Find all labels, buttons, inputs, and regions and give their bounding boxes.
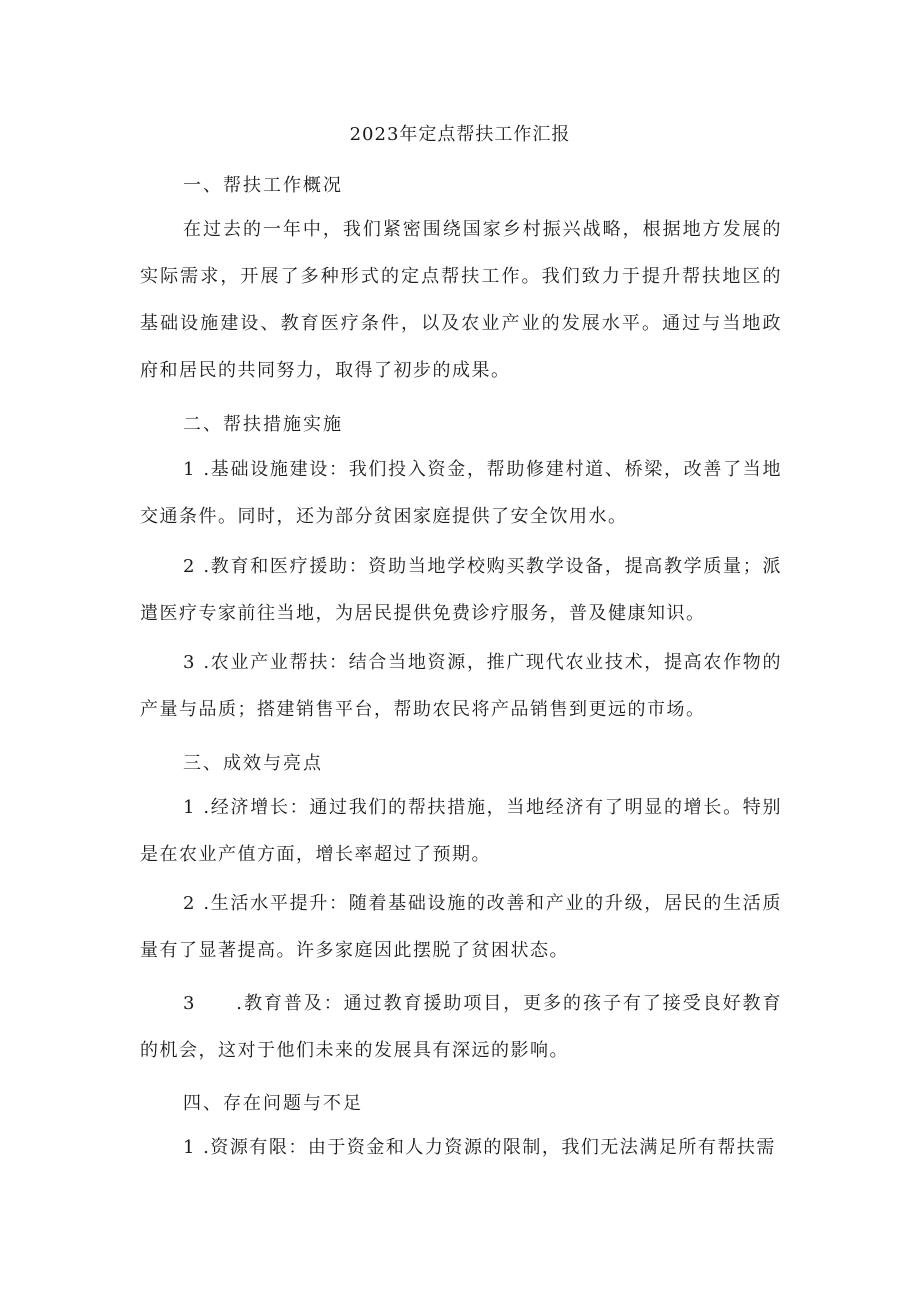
section-heading: 一、帮扶工作概况 [183, 175, 343, 196]
paragraph: 2 .教育和医疗援助：资助当地学校购买教学设备，提高教学质量；派遣医疗专家前往当地，为居民提供免费诊疗服务，普及健康知识。 [140, 556, 782, 624]
section-heading: 四、存在问题与不足 [183, 1093, 363, 1114]
section-heading: 三、成效与亮点 [183, 753, 323, 774]
paragraph: 2 .生活水平提升：随着基础设施的改善和产业的升级，居民的生活质量有了显著提高。许多家庭因此摆脱了贫困状态。 [140, 893, 782, 961]
section-heading: 二、帮扶措施实施 [183, 414, 343, 435]
paragraph: 1 .经济增长：通过我们的帮扶措施，当地经济有了明显的增长。特别是在农业产值方面，增长率超过了预期。 [140, 797, 782, 865]
paragraph: 3 .农业产业帮扶：结合当地资源，推广现代农业技术，提高农作物的产量与品质；搭建销售平台，帮助农民将产品销售到更远的市场。 [140, 652, 782, 720]
paragraph: 1 .基础设施建设：我们投入资金，帮助修建村道、桥梁，改善了当地交通条件。同时，还为部分贫困家庭提供了安全饮用水。 [140, 459, 782, 527]
paragraph: 1 .资源有限：由于资金和人力资源的限制，我们无法满足所有帮扶需 [183, 1137, 776, 1158]
document-title: 2023年定点帮扶工作汇报 [349, 124, 571, 145]
paragraph: 在过去的一年中，我们紧密围绕国家乡村振兴战略，根据地方发展的实际需求，开展了多种形式的定点帮扶工作。我们致力于提升帮扶地区的基础设施建设、教育医疗条件，以及农业产业的发展水平。通过与当地政府和居民的共同努力，取得了初步的成果。 [140, 219, 782, 381]
paragraph: 3 .教育普及：通过教育援助项目，更多的孩子有了接受良好教育的机会，这对于他们未来的发展具有深远的影响。 [140, 993, 782, 1061]
